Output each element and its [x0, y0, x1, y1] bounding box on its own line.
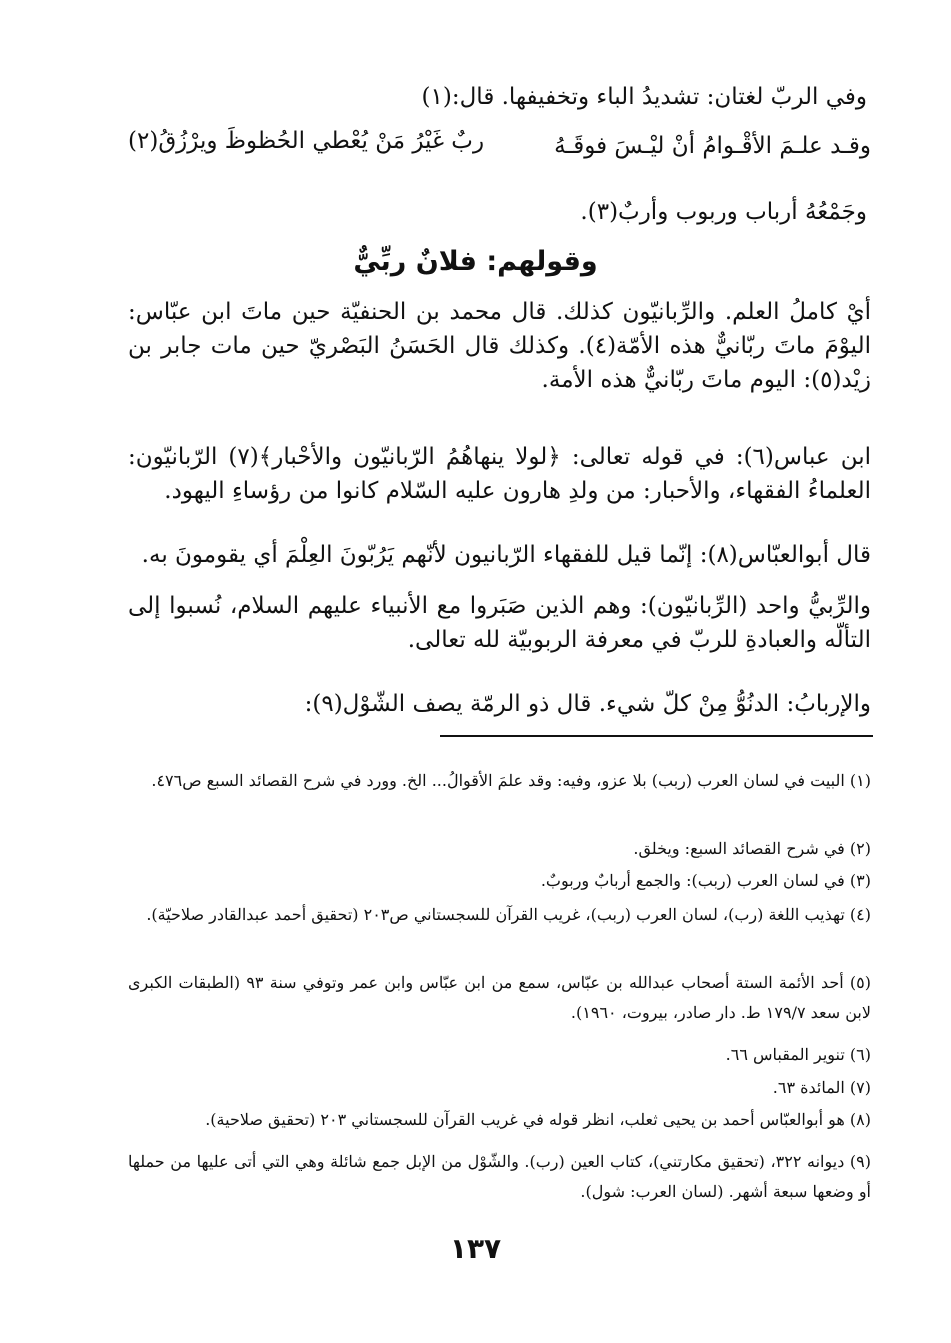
verse-first-hemistich: وقـد علـمَ الأقْـوامُ أنْ ليْـسَ فوقَـهُ [554, 133, 871, 159]
footnote-4: (٤) تهذيب اللغة (رب)، لسان العرب (ربب)، غريب القرآن للسجستاني ص٢٠٣ (تحقيق أحمد عبدالقادر صلاحيّة). [146, 905, 871, 924]
footnote-9: (٩) ديوانه ٣٢٢، (تحقيق مكارتني)، كتاب العين (رب). والشّوْل من الإبل جمع شائلة وهي التي أتى عليها من حملها أو وضعها سبعة أشهر. (لسان العرب: شول). [128, 1152, 872, 1201]
paragraph-4: والرِّبيُّ واحد (الرِّبانيّون): وهم الذين صَبَروا مع الأنبياء عليهم السلام، نُسبوا إلى التألّه والعبادةِ للربّ في معرفة الربوبيّة لله تعالى. [128, 593, 871, 653]
body-line-1: وفي الربّ لغتان: تشديدُ الباء وتخفيفها. قال:(١) [421, 84, 867, 110]
verse-second-hemistich: ربٌ غَيْرُ مَنْ يُعْطي الحُظوظَ ويرْزُقُ(٢) [128, 128, 485, 154]
paragraph-5: والإربابُ: الدنُوُّ مِنْ كلّ شيء. قال ذو الرمّة يصف الشّوْل(٩): [304, 691, 871, 717]
paragraph-2: ابن عباس(٦): في قوله تعالى: ﴿لولا ينهاهُمُ الرّبانيّون والأحْبار﴾(٧) الرّبانيّون: العلماءُ الفقهاء، والأحبار: من ولدِ هارون عليه السّلام كانوا من رؤساءِ اليهود. [128, 444, 871, 504]
body-line-3: وجَمْعُهُ أرباب وربوب وأربٌ(٣). [580, 199, 867, 225]
footnote-5: (٥) أحد الأئمة الستة أصحاب عبدالله بن عبّاس، سمع من ابن عبّاس وابن عمر وتوفي سنة ٩٣ (الطبقات الكبرى لابن سعد ١٧٩/٧ ط. دار صادر، بيروت، ١٩٦٠). [128, 973, 871, 1022]
footnote-7: (٧) المائدة ٦٣. [772, 1078, 871, 1097]
page-number: ١٣٧ [449, 1232, 502, 1265]
paragraph-3: قال أبوالعبّاس(٨): إنّما قيل للفقهاء الرّبانيون لأنّهم يَرُبّونَ العِلْمَ أي يقومونَ به. [141, 542, 871, 568]
footnote-separator [440, 735, 873, 737]
footnote-8: (٨) هو أبوالعبّاس أحمد بن يحيى ثعلب، انظر قوله في غريب القرآن للسجستاني ٢٠٣ (تحقيق صلاحية). [205, 1110, 871, 1129]
footnote-2: (٢) في شرح القصائد السبع: ويخلق. [633, 839, 871, 858]
footnote-6: (٦) تنوير المقباس ٦٦. [725, 1045, 871, 1064]
paragraph-1: أيْ كاملُ العلم. والرِّبانيّون كذلك. قال محمد بن الحنفيّة حين ماتَ ابن عبّاس: اليوْمَ ماتَ ربّانيٌّ هذه الأمّة(٤). وكذلك قال الحَسَنُ البَصْريّ حين مات جابر بن زيْد(٥): اليوم ماتَ ربّانيٌّ هذه الأمة. [128, 299, 871, 393]
section-heading: وقولهم: فلانٌ ربِّيٌّ [353, 246, 598, 277]
footnote-1: (١) البيت في لسان العرب (ربب) بلا عزو، وفيه: وقد علمَ الأقوالُ... الخ. وورد في شرح القصائد السبع ص٤٧٦. [151, 771, 871, 790]
footnote-3: (٣) في لسان العرب (ربب): والجمع أربابٌ وربوبٌ. [540, 871, 871, 890]
